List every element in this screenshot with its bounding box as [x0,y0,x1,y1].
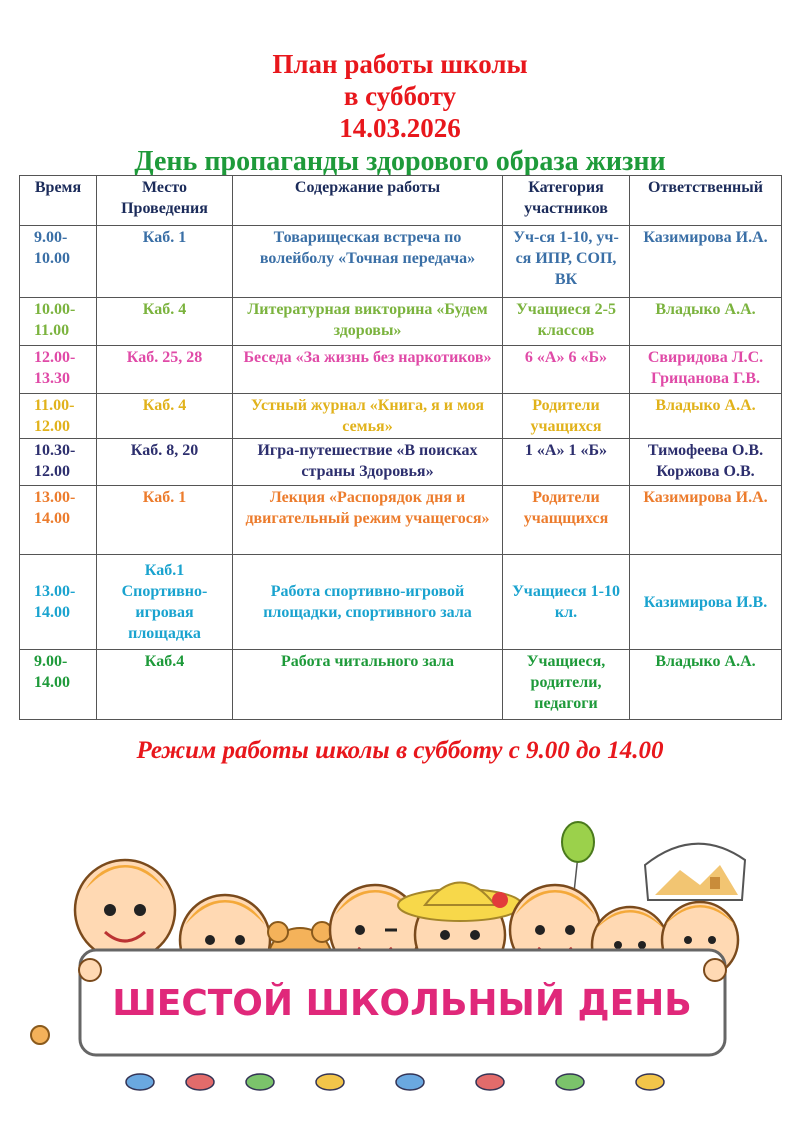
table-row [20,298,782,346]
cell-content: Игра-путешествие «В поисках страны Здоровья» [233,439,503,486]
table-row [20,346,782,394]
cell-content: Литературная викторина «Будем здоровы» [233,298,503,346]
cell-category: 6 «А» 6 «Б» [503,346,630,394]
cell-time: 9.00-10.00 [20,226,97,298]
kid-face-icon [75,860,175,960]
cell-content: Лекция «Распорядок дня и двигательный режим учащегося» [233,486,503,555]
cell-content: Работа читального зала [233,650,503,720]
column-header-category: Категория участников [503,176,630,226]
cell-place: Каб.1 Спортивно-игровая площадка [97,555,233,650]
cell-time: 13.00-14.00 [20,555,97,650]
cell-responsible: Владыко А.А. [630,650,782,720]
cell-category: Родители учащихся [503,394,630,439]
cell-responsible: Свиридова Л.С. Грицанова Г.В. [630,346,782,394]
column-header-responsible: Ответственный [630,176,782,226]
cell-category: Учащиеся, родители, педагоги [503,650,630,720]
cell-category: 1 «А» 1 «Б» [503,439,630,486]
cell-responsible: Казимирова И.А. [630,486,782,555]
column-header-time: Время [20,176,97,226]
cell-content: Работа спортивно-игровой площадки, спортивного зала [233,555,503,650]
cell-place: Каб. 4 [97,394,233,439]
cell-responsible: Казимирова И.В. [630,555,782,650]
cell-time: 10.30-12.00 [20,439,97,486]
title-line-2: в субботу [343,81,457,111]
title-date: 14.03.2026 [339,113,461,143]
column-header-place: Место Проведения [97,176,233,226]
table-row [20,439,782,486]
cell-responsible: Казимирова И.А. [630,226,782,298]
cell-responsible: Владыко А.А. [630,394,782,439]
title-block [0,48,800,178]
column-header-content: Содержание работы [233,176,503,226]
cell-responsible: Владыко А.А. [630,298,782,346]
cell-place: Каб. 8, 20 [97,439,233,486]
cell-category: Учащиеся 2-5 классов [503,298,630,346]
cell-time: 12.00-13.30 [20,346,97,394]
table-row [20,650,782,720]
title-line-1: План работы школы [272,49,528,79]
cell-responsible: Тимофеева О.В. Коржова О.В. [630,439,782,486]
banner [80,950,725,1055]
cell-place: Каб. 1 [97,226,233,298]
subtitle: День пропаганды здорового образа жизни [134,146,666,177]
kids-banner-illustration [30,820,770,1110]
cell-content: Беседа «За жизнь без наркотиков» [233,346,503,394]
cell-time: 11.00-12.00 [20,394,97,439]
landscape-sign-icon [645,844,745,900]
cell-category: Родители учащщихся [503,486,630,555]
table-row [20,226,782,298]
cell-time: 13.00-14.00 [20,486,97,555]
cell-place: Каб.4 [97,650,233,720]
cell-time: 10.00-11.00 [20,298,97,346]
table-row [20,555,782,650]
feet-icon [126,1074,664,1090]
table-header-row [20,176,782,226]
cell-time: 9.00-14.00 [20,650,97,720]
footer-note: Режим работы школы в субботу с 9.00 до 14.00 [136,737,664,764]
cell-content: Устный журнал «Книга, я и моя семья» [233,394,503,439]
cell-content: Товарищеская встреча по волейболу «Точная передача» [233,226,503,298]
cell-place: Каб. 25, 28 [97,346,233,394]
table-row [20,394,782,439]
cell-category: Учащиеся 1-10 кл. [503,555,630,650]
table-row [20,486,782,555]
schedule-table [19,175,782,720]
banner-text: ШЕСТОЙ ШКОЛЬНЫЙ ДЕНЬ [112,983,692,1024]
cell-category: Уч-ся 1-10, уч-ся ИПР, СОП, ВК [503,226,630,298]
cell-place: Каб. 1 [97,486,233,555]
cell-place: Каб. 4 [97,298,233,346]
